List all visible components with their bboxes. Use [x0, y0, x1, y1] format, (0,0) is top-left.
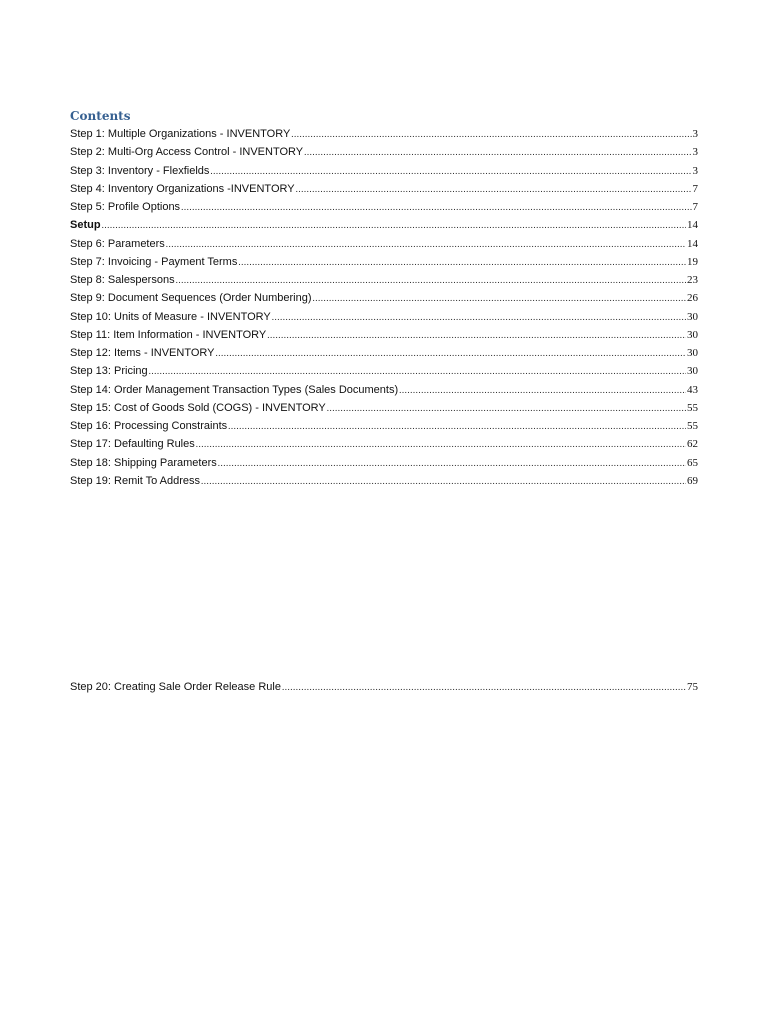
toc-entry-page-number: 65 [687, 456, 698, 469]
toc-entry[interactable] [70, 143, 698, 161]
toc-dot-leader [176, 271, 686, 289]
toc-entry[interactable] [70, 362, 698, 380]
toc-entry[interactable] [70, 253, 698, 271]
toc-entry-label: Step 4: Inventory Organizations -INVENTORY [70, 182, 295, 195]
toc-dot-leader [196, 435, 686, 453]
toc-entry-page-number: 55 [687, 401, 698, 414]
toc-dot-leader [304, 143, 691, 161]
toc-entry-label: Step 7: Invoicing - Payment Terms [70, 255, 238, 268]
toc-entry[interactable] [70, 271, 698, 289]
toc-entry[interactable] [70, 180, 698, 198]
toc-entry[interactable] [70, 435, 698, 453]
toc-entry-page-number: 69 [687, 474, 698, 487]
toc-entry-label: Step 20: Creating Sale Order Release Rule [70, 681, 281, 693]
toc-entry-page-number: 19 [687, 255, 698, 268]
toc-entry[interactable] [70, 198, 698, 216]
toc-entry-page-number: 30 [687, 347, 698, 359]
toc-entry-label: Step 6: Parameters [70, 237, 165, 250]
toc-entry[interactable] [70, 289, 698, 307]
toc-dot-leader [218, 454, 686, 472]
toc-entry-page-number: 30 [687, 310, 698, 323]
toc-entry-label: Step 12: Items - INVENTORY [70, 347, 215, 359]
toc-entry-page-number: 23 [687, 274, 698, 286]
toc-entry[interactable] [70, 162, 698, 180]
toc-entry[interactable] [70, 216, 698, 234]
toc-heading: Contents [70, 109, 131, 123]
toc-entry-page-number: 7 [692, 182, 698, 195]
toc-entry-page-number: 14 [687, 219, 698, 232]
toc-dot-leader [272, 308, 686, 326]
toc-entry-page-number: 3 [692, 146, 698, 159]
toc-entry-label: Step 16: Processing Constraints [70, 420, 228, 432]
toc-dot-leader [215, 344, 686, 362]
toc-dot-leader [166, 235, 686, 253]
toc-entry[interactable] [70, 381, 698, 399]
toc-dot-leader [313, 289, 686, 307]
toc-list-trailing [70, 678, 698, 696]
toc-entry-page-number: 30 [687, 365, 698, 378]
toc-entry[interactable] [70, 326, 698, 344]
toc-entry-page-number: 3 [692, 164, 698, 177]
toc-entry[interactable] [70, 235, 698, 253]
toc-entry-label: Step 5: Profile Options [70, 201, 181, 213]
toc-dot-leader [399, 381, 686, 399]
toc-entry-label: Step 14: Order Management Transaction Types (Sales Documents) [70, 383, 399, 396]
toc-dot-leader [238, 253, 686, 271]
toc-dot-leader [267, 326, 686, 344]
toc-entry-page-number: 55 [687, 420, 698, 432]
toc-dot-leader [149, 362, 686, 380]
toc-entry-label: Step 9: Document Sequences (Order Numbering) [70, 292, 312, 305]
toc-dot-leader [201, 472, 686, 490]
toc-entry-label: Step 1: Multiple Organizations - INVENTORY [70, 128, 291, 140]
toc-entry-label: Step 2: Multi-Org Access Control - INVENTORY [70, 146, 304, 159]
toc-entry-page-number: 7 [692, 201, 698, 213]
toc-list [70, 125, 698, 490]
toc-entry-page-number: 75 [687, 681, 698, 693]
toc-entry[interactable] [70, 417, 698, 435]
toc-entry[interactable] [70, 472, 698, 490]
toc-entry-label: Step 13: Pricing [70, 365, 148, 378]
toc-dot-leader [228, 417, 686, 435]
toc-entry[interactable] [70, 454, 698, 472]
toc-entry-label: Step 18: Shipping Parameters [70, 456, 217, 469]
toc-dot-leader [291, 125, 691, 143]
toc-entry-label: Step 8: Salespersons [70, 274, 175, 286]
toc-entry-label: Step 15: Cost of Goods Sold (COGS) - INVENTORY [70, 401, 326, 414]
toc-entry-label: Step 11: Item Information - INVENTORY [70, 328, 267, 341]
toc-entry-label: Step 10: Units of Measure - INVENTORY [70, 310, 271, 323]
toc-entry[interactable] [70, 308, 698, 326]
toc-entry-label: Step 19: Remit To Address [70, 474, 201, 487]
toc-entry-page-number: 62 [687, 438, 698, 451]
toc-dot-leader [210, 162, 691, 180]
toc-entry[interactable] [70, 678, 698, 696]
toc-entry-label: Setup [70, 219, 101, 232]
toc-entry[interactable] [70, 125, 698, 143]
toc-entry-label: Step 3: Inventory - Flexfields [70, 164, 210, 177]
toc-entry[interactable] [70, 344, 698, 362]
toc-dot-leader [102, 216, 686, 234]
toc-dot-leader [296, 180, 692, 198]
toc-entry-page-number: 26 [687, 292, 698, 305]
toc-entry-page-number: 3 [692, 128, 698, 140]
toc-entry-page-number: 43 [687, 383, 698, 396]
toc-entry-label: Step 17: Defaulting Rules [70, 438, 195, 451]
toc-dot-leader [282, 678, 686, 696]
toc-dot-leader [327, 399, 686, 417]
toc-entry[interactable] [70, 399, 698, 417]
toc-entry-page-number: 30 [687, 328, 698, 341]
toc-entry-page-number: 14 [687, 237, 698, 250]
toc-dot-leader [181, 198, 691, 216]
